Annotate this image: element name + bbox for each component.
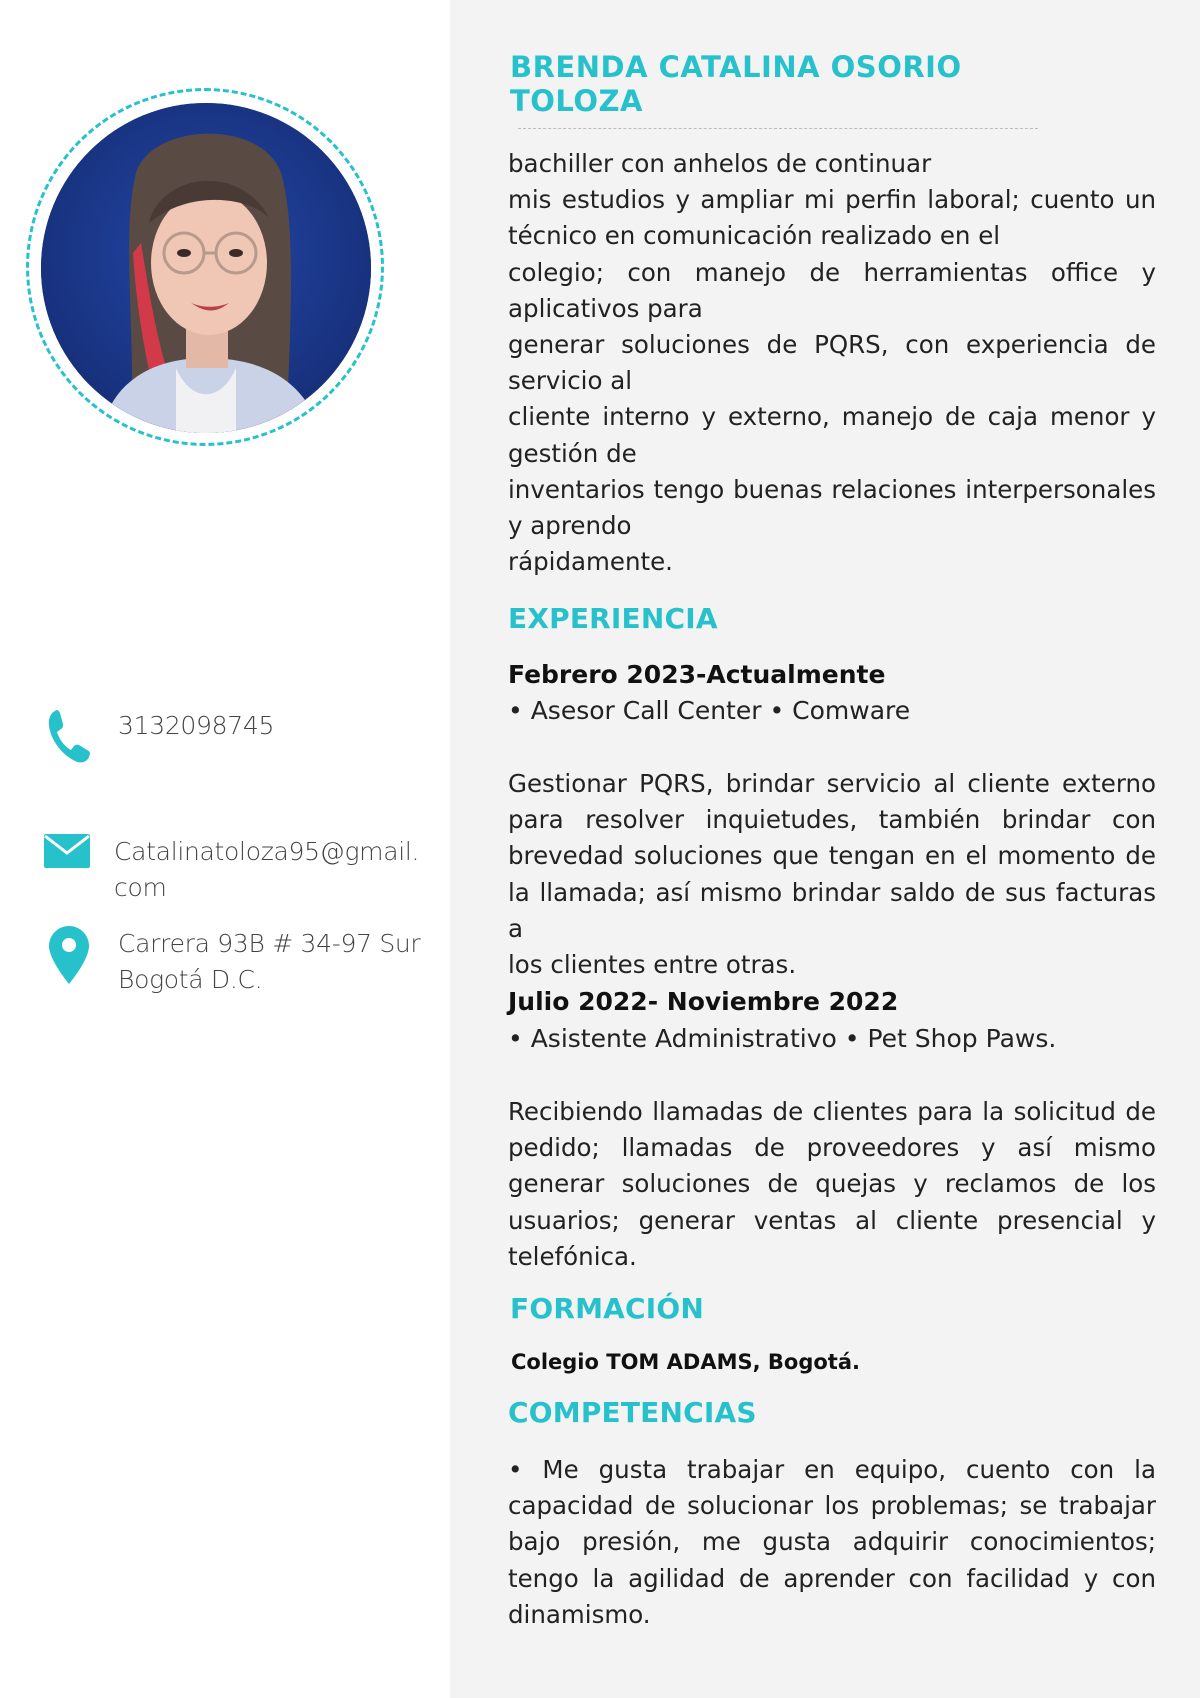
job-role: • Asistente Administrativo • Pet Shop Paws. bbox=[508, 1024, 1057, 1053]
address-line-1: Carrera 93B # 34-97 Sur bbox=[118, 929, 421, 958]
summary-line: colegio; con manejo de herramientas office y bbox=[508, 257, 1156, 287]
description-line: Gestionar PQRS, brindar servicio al cliente externo bbox=[508, 769, 1156, 798]
summary-line: rápidamente. bbox=[508, 547, 673, 577]
skills-line: capacidad de solucionar los problemas; se trabajar bbox=[508, 1491, 1156, 1521]
skills-line: tengo la agilidad de aprender con facilidad y con bbox=[508, 1563, 1156, 1593]
name-divider bbox=[518, 128, 1038, 129]
summary-line: bachiller con anhelos de continuar bbox=[508, 149, 932, 178]
job-period: Julio 2022- Noviembre 2022 bbox=[508, 987, 899, 1016]
profile-photo bbox=[41, 103, 371, 433]
description-line: generar soluciones de quejas y reclamos de los bbox=[508, 1169, 1156, 1199]
skills-line: dinamismo. bbox=[508, 1599, 651, 1629]
mail-icon bbox=[44, 834, 90, 890]
phone-number[interactable]: 3132098745 bbox=[118, 711, 275, 740]
job-description bbox=[508, 766, 1156, 983]
description-line: la llamada; así mismo brindar saldo de sus facturas a bbox=[508, 877, 1156, 943]
skills-line: • Me gusta trabajar en equipo, cuento con la bbox=[508, 1455, 1156, 1484]
description-line: brevedad soluciones que tengan en el momento de bbox=[508, 841, 1156, 871]
summary-line: servicio al bbox=[508, 366, 633, 396]
email-address[interactable]: Catalinatoloza95@gmail. com bbox=[114, 837, 420, 902]
skills-heading: COMPETENCIAS bbox=[508, 1396, 757, 1429]
address-line-2: Bogotá D.C. bbox=[118, 965, 263, 994]
profile-summary bbox=[508, 146, 1156, 580]
summary-line: cliente interno y externo, manejo de caja menor y bbox=[508, 402, 1156, 432]
summary-line: generar soluciones de PQRS, con experiencia de bbox=[508, 330, 1156, 360]
name-line-2: TOLOZA bbox=[510, 84, 644, 118]
experience-heading: EXPERIENCIA bbox=[508, 602, 718, 635]
summary-line: y aprendo bbox=[508, 511, 632, 541]
description-line: telefónica. bbox=[508, 1241, 637, 1271]
summary-line: técnico en comunicación realizado en el bbox=[508, 221, 1001, 251]
skills-line: bajo presión, me gusta adquirir conocimientos; bbox=[508, 1527, 1156, 1557]
skills-text bbox=[508, 1452, 1156, 1633]
description-line: usuarios; generar ventas al cliente presencial y bbox=[508, 1205, 1156, 1235]
summary-line: inventarios tengo buenas relaciones interpersonales bbox=[508, 474, 1156, 504]
name-line-1: BRENDA CATALINA OSORIO bbox=[510, 50, 962, 84]
contact-email bbox=[44, 834, 450, 906]
job-role: • Asesor Call Center • Comware bbox=[508, 696, 911, 725]
school-name: Colegio TOM ADAMS, Bogotá. bbox=[511, 1350, 860, 1374]
description-line: Recibiendo llamadas de clientes para la solicitud de bbox=[508, 1097, 1156, 1126]
phone-icon bbox=[44, 708, 94, 764]
address bbox=[118, 926, 420, 998]
description-line: pedido; llamadas de proveedores y así mismo bbox=[508, 1133, 1156, 1163]
description-line: los clientes entre otras. bbox=[508, 950, 797, 980]
job-period: Febrero 2023-Actualmente bbox=[508, 660, 886, 689]
candidate-name bbox=[510, 50, 1070, 118]
job-description bbox=[508, 1094, 1156, 1275]
location-pin-icon bbox=[44, 926, 94, 982]
left-column bbox=[0, 0, 450, 1698]
contact-phone bbox=[44, 708, 274, 764]
contact-address bbox=[44, 926, 420, 998]
summary-line: aplicativos para bbox=[508, 293, 703, 323]
summary-line: mis estudios y ampliar mi perfin laboral; cuento un bbox=[508, 185, 1156, 215]
description-line: para resolver inquietudes, también brindar con bbox=[508, 805, 1156, 835]
summary-line: gestión de bbox=[508, 438, 637, 468]
education-heading: FORMACIÓN bbox=[510, 1292, 705, 1325]
